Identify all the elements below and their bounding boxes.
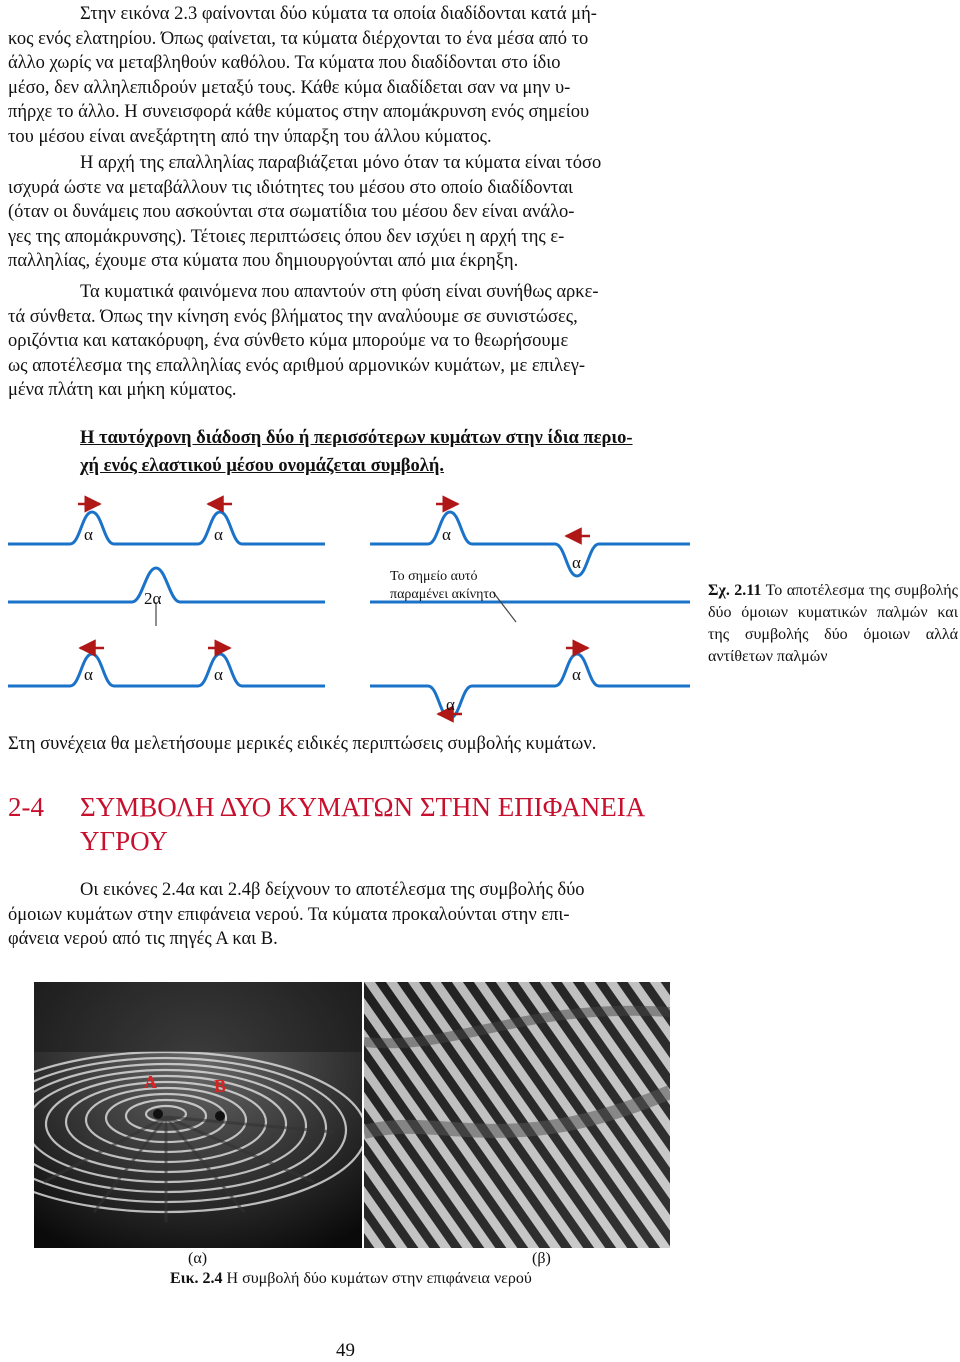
pulse-label: α [572,553,581,572]
section-title-line: ΣΥΜΒΟΛΗ ΔΥΟ ΚΥΜΑΤΩΝ ΣΤΗΝ ΕΠΙΦΑΝΕΙΑ [80,792,646,822]
ripple-photo-a [34,982,362,1248]
paragraph-1 [8,2,694,149]
pulse-label: α [84,525,93,544]
text-line: γες της απομάκρυνσης). Τέτοιες περιπτώσεις όπου δεν ισχύει η αρχή της ε- [8,226,565,247]
text-line: (όταν οι δυνάμεις που ασκούνται στα σωματίδια του μέσου δεν είναι ανάλο- [8,202,575,222]
pulse-label: α [446,695,455,714]
figure-caption-text: Το αποτέλεσμα της συμβολής δύο όμοιων κυματικών παλμών και της συμβολής δύο όμοιων αλλά αντίθετων παλμών [708,582,958,665]
source-a-label: Α [144,1072,157,1092]
text-line: ισχυρά ώστε να μεταβάλλουν τις ιδιότητες του μέσου στο οποίο διαδίδονται [8,177,573,198]
pulse-label: α [214,665,223,684]
text-line: Οι εικόνες 2.4α και 2.4β δείχνουν το αποτέλεσμα της συμβολής δύο [80,880,585,900]
definition-text [80,424,700,480]
still-point-note: Το σημείο αυτό [390,569,478,584]
after-figure-text [8,732,708,757]
wave-line [8,512,325,544]
text-line: μένα πλάτη και μήκη κύματος. [8,380,237,400]
paragraph-4 [8,878,694,952]
section-title [8,790,708,858]
text-line: οριζόντια και κατακόρυφη, ένα σύνθετο κύμα μπορούμε να το θεωρήσουμε [8,331,569,351]
ripple-image [34,982,362,1248]
interference-figure [0,492,700,724]
photo-caption-number: Εικ. 2.4 [170,1270,223,1287]
text-line: φάνεια νερού από τις πηγές Α και Β. [8,929,278,949]
source-b-label: Β [214,1076,227,1096]
text-line: όμοιων κυμάτων στην επιφάνεια νερού. Τα κύματα προκαλούνται στην επι- [8,904,570,925]
text-line: Η αρχή της επαλληλίας παραβιάζεται μόνο όταν τα κύματα είναι τόσο [80,153,602,173]
wave-line [370,512,690,576]
pulse-label: α [572,665,581,684]
text-line: Τα κυματικά φαινόμενα που απαντούν στη φύση είναι συνήθως αρκε- [80,282,599,302]
text-line: του μέσου είναι ανεξάρτητη από την ύπαρξη του άλλου κύματος. [8,126,492,147]
wave-line [8,654,325,686]
photo-caption [170,1270,532,1288]
paragraph-2 [8,151,694,274]
text-line: ως αποτέλεσμα της επαλληλίας ενός αριθμού αρμονικών κυμάτων, με επιλεγ- [8,355,586,376]
text-line: άλλο χωρίς να μεταβληθούν καθόλου. Τα κύματα που διαδίδονται στο ίδιο [8,53,561,73]
ripple-photo-b [364,982,670,1248]
text-line: κος ενός ελατηρίου. Όπως φαίνεται, τα κύματα διέρχονται το ένα μέσα από το [8,28,589,49]
text-line: παλληλίας, έχουμε στα κύματα που δημιουργούνται από μια έκρηξη. [8,251,519,271]
wave-line [8,568,325,602]
photo-label-a: (α) [188,1250,208,1267]
definition-line: χή ενός ελαστικού μέσου ονομάζεται συμβολή. [80,456,445,476]
section-title-line: ΥΓΡΟΥ [80,826,168,856]
photo-caption-text: Η συμβολή δύο κυμάτων στην επιφάνεια νερού [222,1270,532,1287]
section-number: 2-4 [8,792,44,822]
paragraph-3 [8,280,694,403]
wave-line [370,654,690,718]
text-line: πήρχε το άλλο. Η συνεισφορά κάθε κύματος στην απομάκρυνση ενός σημείου [8,102,590,122]
figure-number: Σχ. 2.11 [708,582,762,599]
sum-label: 2α [144,589,162,608]
page-number: 49 [336,1340,355,1361]
pulse-label: α [214,525,223,544]
still-point-note: παραμένει ακίνητο [390,587,497,602]
definition-line: Η ταυτόχρονη διάδοση δύο ή περισσότερων κυμάτων στην ίδια περιο- [80,428,633,448]
text-line: τά σύνθετα. Όπως την κίνηση ενός βλήματος την αναλύουμε σε συνιστώσες, [8,306,578,327]
interference-image [364,982,670,1248]
figure-caption [708,580,958,668]
photo-label-b: (β) [532,1250,551,1267]
text-line: μέσο, δεν αλληλεπιδρούν μεταξύ τους. Κάθε κύμα διαδίδεται σαν να μην υ- [8,77,571,98]
text-line: Στη συνέχεια θα μελετήσουμε μερικές ειδικές περιπτώσεις συμβολής κυμάτων. [8,734,597,754]
text-line: Στην εικόνα 2.3 φαίνονται δύο κύματα τα οποία διαδίδονται κατά μή- [80,4,597,24]
pulse-label: α [84,665,93,684]
pulse-label: α [442,525,451,544]
